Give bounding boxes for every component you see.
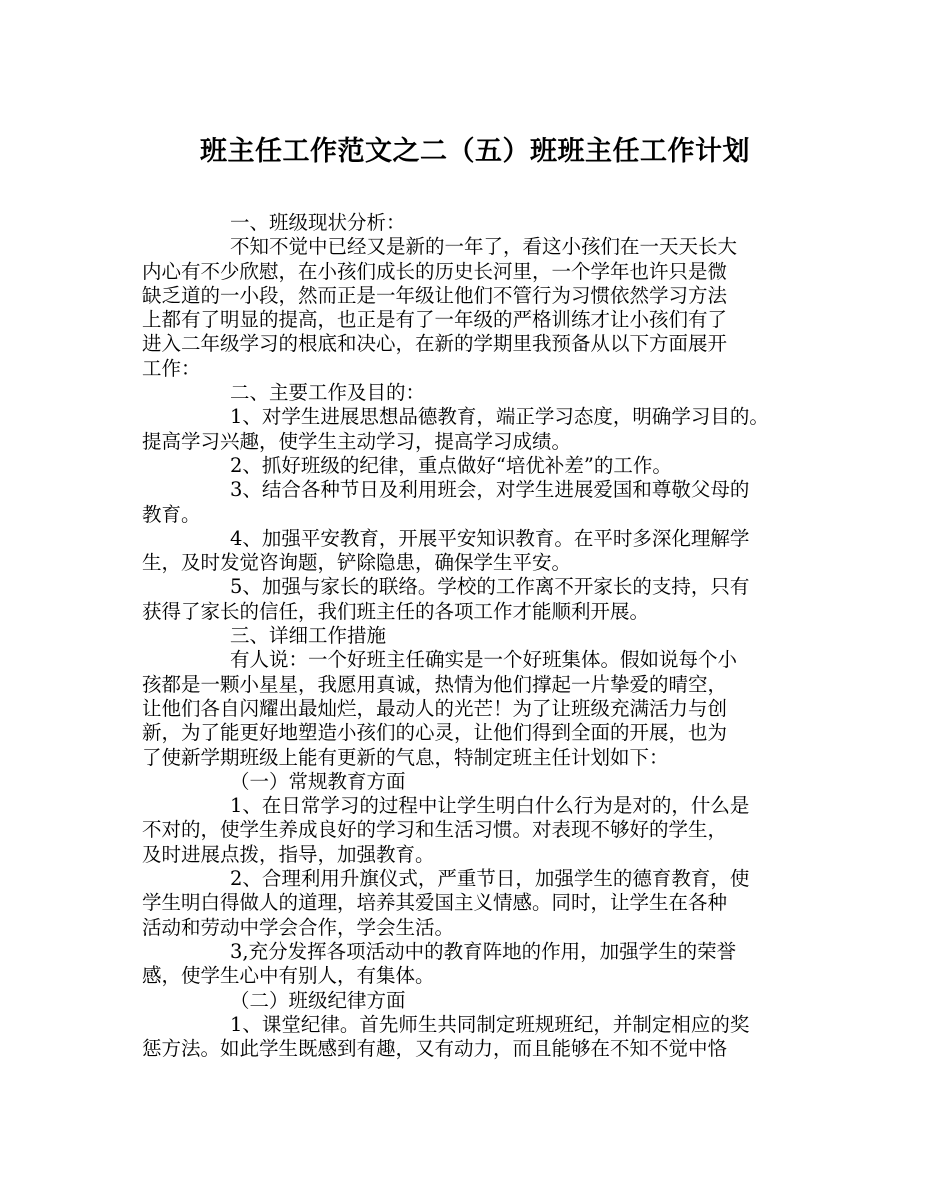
- text-line: 1、对学生进展思想品德教育，端正学习态度，明确学习目的。: [230, 405, 769, 429]
- text-line: 提高学习兴趣，使学生主动学习，提高学习成绩。: [142, 429, 572, 453]
- text-line: 2、抓好班级的纪律，重点做好“培优补差”的工作。: [230, 453, 672, 477]
- text-line: 3,充分发挥各项活动中的教育阵地的作用，加强学生的荣誉: [230, 939, 737, 963]
- text-line: 感，使学生心中有别人，有集体。: [142, 964, 435, 988]
- text-line: 有人说：一个好班主任确实是一个好班集体。假如说每个小: [230, 648, 738, 672]
- text-line: 惩方法。如此学生既感到有趣，又有动力，而且能够在不知不觉中恪: [142, 1037, 728, 1061]
- text-line: 1、课堂纪律。首先师生共同制定班规班纪，并制定相应的奖: [230, 1012, 750, 1036]
- document-title: 班主任工作范文之二（五）班班主任工作计划: [200, 136, 750, 167]
- text-line: 内心有不少欣慰，在小孩们成长的历史长河里，一个学年也许只是微: [142, 259, 728, 283]
- text-line: 孩都是一颗小星星，我愿用真诚，热情为他们撑起一片挚爱的晴空，: [142, 672, 728, 696]
- text-line: （二）班级纪律方面: [230, 988, 406, 1012]
- text-line: 让他们各自闪耀出最灿烂，最动人的光芒！为了让班级充满活力与创: [142, 696, 728, 720]
- text-line: 2、合理利用升旗仪式，严重节日，加强学生的德育教育，使: [230, 867, 750, 891]
- text-line: 3、结合各种节日及利用班会，对学生进展爱国和尊敬父母的: [230, 478, 750, 502]
- text-line: 不知不觉中已经又是新的一年了，看这小孩们在一天天长大: [230, 235, 738, 259]
- text-line: 三、详细工作措施: [230, 624, 387, 648]
- text-line: 5、加强与家长的联络。学校的工作离不开家长的支持，只有: [230, 575, 750, 599]
- text-line: （一）常规教育方面: [230, 769, 406, 793]
- text-line: 4、加强平安教育，开展平安知识教育。在平时多深化理解学: [230, 526, 750, 550]
- text-line: 不对的，使学生养成良好的学习和生活习惯。对表现不够好的学生，: [142, 818, 728, 842]
- text-line: 学生明白得做人的道理，培养其爱国主义情感。同时，让学生在各种: [142, 891, 728, 915]
- text-line: 上都有了明显的提高，也正是有了一年级的严格训练才让小孩们有了: [142, 308, 728, 332]
- text-line: 缺乏道的一小段，然而正是一年级让他们不管行为习惯依然学习方法: [142, 283, 728, 307]
- text-line: 活动和劳动中学会合作，学会生活。: [142, 915, 455, 939]
- text-line: 二、主要工作及目的：: [230, 381, 426, 405]
- text-line: 一、班级现状分析：: [230, 211, 406, 234]
- text-line: 获得了家长的信任，我们班主任的各项工作才能顺利开展。: [142, 599, 650, 623]
- text-line: 及时进展点拨，指导，加强教育。: [142, 842, 435, 866]
- document-body: [142, 211, 817, 1061]
- text-line: 1、在日常学习的过程中让学生明白什么行为是对的，什么是: [230, 794, 750, 818]
- text-line: 进入二年级学习的根底和决心，在新的学期里我预备从以下方面展开: [142, 332, 728, 356]
- text-line: 新，为了能更好地塑造小孩们的心灵，让他们得到全面的开展，也为: [142, 721, 728, 745]
- text-line: 工作：: [142, 356, 201, 380]
- text-line: 教育。: [142, 502, 201, 526]
- text-line: 了使新学期班级上能有更新的气息，特制定班主任计划如下：: [142, 745, 669, 769]
- text-line: 生，及时发觉咨询题，铲除隐患，确保学生平安。: [142, 551, 572, 575]
